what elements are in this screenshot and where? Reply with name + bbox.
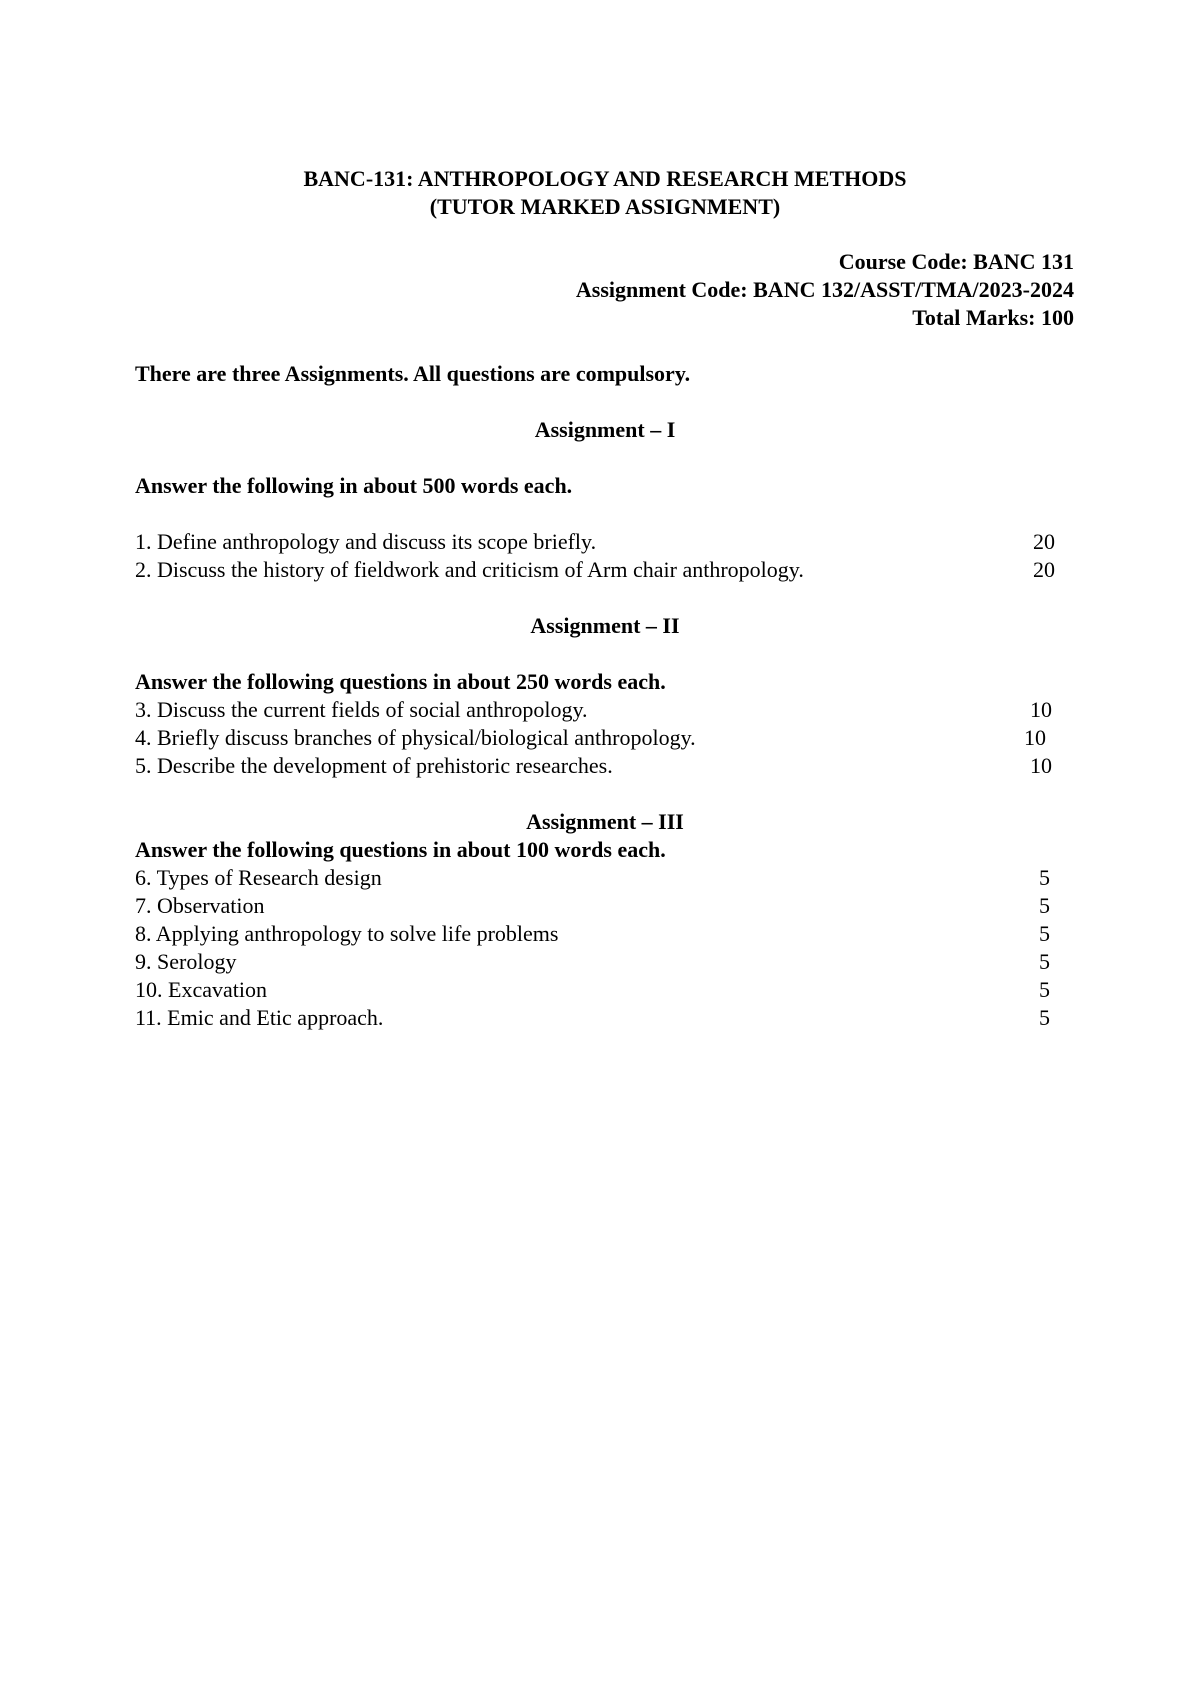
assignment-code: Assignment Code: BANC 132/ASST/TMA/2023-2024 xyxy=(575,277,1074,302)
general-instructions: There are three Assignments. All questions are compulsory. xyxy=(135,361,691,386)
question-text: 5. Describe the development of prehistoric researches. xyxy=(135,753,613,778)
total-marks: Total Marks: 100 xyxy=(912,305,1074,330)
question-marks: 20 xyxy=(1033,529,1055,554)
question-marks: 5 xyxy=(1039,893,1050,918)
question-marks: 5 xyxy=(1039,921,1050,946)
assignment-instruction: Answer the following questions in about 100 words each. xyxy=(135,837,666,862)
question-marks: 20 xyxy=(1033,557,1055,582)
assignment-instruction: Answer the following questions in about 250 words each. xyxy=(135,669,666,694)
document-title: BANC-131: ANTHROPOLOGY AND RESEARCH METHODS xyxy=(303,166,907,191)
question-text: 11. Emic and Etic approach. xyxy=(135,1005,384,1030)
question-text: 8. Applying anthropology to solve life problems xyxy=(135,921,559,946)
assignment-instruction: Answer the following in about 500 words each. xyxy=(135,473,573,498)
question-marks: 10 xyxy=(1024,725,1046,750)
question-marks: 10 xyxy=(1030,753,1052,778)
document-subtitle: (TUTOR MARKED ASSIGNMENT) xyxy=(429,194,781,219)
question-marks: 5 xyxy=(1039,977,1050,1002)
question-text: 9. Serology xyxy=(135,949,237,974)
question-text: 4. Briefly discuss branches of physical/biological anthropology. xyxy=(135,725,696,750)
question-text: 1. Define anthropology and discuss its scope briefly. xyxy=(135,529,597,554)
question-marks: 10 xyxy=(1030,697,1052,722)
question-marks: 5 xyxy=(1039,1005,1050,1030)
question-text: 2. Discuss the history of fieldwork and criticism of Arm chair anthropology. xyxy=(135,557,804,582)
course-code: Course Code: BANC 131 xyxy=(838,249,1074,274)
assignment-heading: Assignment – II xyxy=(530,613,680,638)
question-marks: 5 xyxy=(1039,949,1050,974)
question-text: 3. Discuss the current fields of social anthropology. xyxy=(135,697,588,722)
assignment-heading: Assignment – I xyxy=(534,417,676,442)
question-text: 6. Types of Research design xyxy=(135,865,382,890)
question-marks: 5 xyxy=(1039,865,1050,890)
assignment-heading: Assignment – III xyxy=(526,809,684,834)
question-text: 10. Excavation xyxy=(135,977,267,1002)
question-text: 7. Observation xyxy=(135,893,265,918)
